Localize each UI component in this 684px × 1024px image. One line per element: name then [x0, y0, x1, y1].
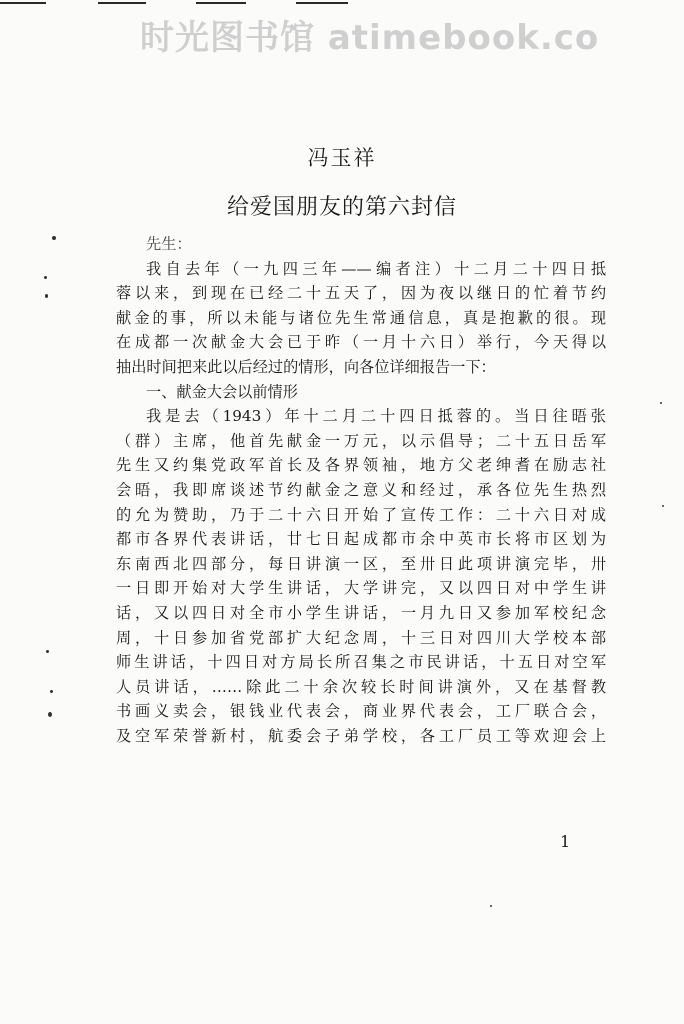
letter-body [116, 232, 606, 748]
scan-speck [50, 690, 53, 693]
top-edge-mark [0, 2, 46, 4]
top-edge-mark [296, 2, 348, 4]
paragraph-line: 献金的事，所以未能与诸位先生常通信息，真是抱歉的很。现 [116, 308, 606, 327]
paragraph-line: 周，十日参加省党部扩大纪念周，十三日对四川大学校本部 [116, 628, 606, 647]
letter-title: 给爱国朋友的第六封信 [226, 195, 457, 220]
scan-speck [662, 505, 664, 507]
paragraph-line: 师生讲话，十四日对方局长所召集之市民讲话，十五日对空军 [116, 653, 606, 672]
author-name: 冯玉祥 [307, 146, 377, 170]
paragraph-line: 书画义卖会，银钱业代表会，商业界代表会，工厂联合会， [116, 702, 606, 721]
paragraph-line: 及空军荣誉新村，航委会子弟学校，各工厂员工等欢迎会上 [116, 726, 606, 745]
scan-speck [52, 236, 56, 240]
salutation: 先生： [146, 235, 192, 253]
scan-speck [46, 650, 49, 653]
scan-speck [45, 294, 48, 298]
paragraph-line: 蓉以来，到现在已经二十五天了，因为夜以继日的忙着节约 [116, 284, 606, 303]
top-edge-mark [196, 2, 246, 4]
paragraph-line: 都市各界代表讲话，廿七日起成都市余中英市长将市区划为 [116, 530, 606, 549]
paragraph-line: 一日即开始对大学生讲话，大学讲完，又以四日对中学生讲 [116, 579, 606, 598]
paragraph-line: 人员讲话，……除此二十余次较长时间讲演外，又在基督教 [116, 677, 606, 696]
paragraph-line: 东南西北四部分，每日讲演一区，至卅日此项讲演完毕，卅 [116, 554, 606, 573]
paragraph-line: 我自去年（一九四三年——编者注）十二月二十四日抵 [146, 259, 606, 278]
paragraph-line: 的允为赞助，乃于二十六日开始了宣传工作：二十六日对成 [116, 505, 606, 524]
paragraph-line: 会晤，我即席谈述节约献金之意义和经过，承各位先生热烈 [116, 480, 606, 499]
paragraph-line: 我是去（1943）年十二月二十四日抵蓉的。当日往晤张 [146, 407, 606, 426]
scan-speck [48, 712, 52, 717]
page-number: 1 [560, 832, 571, 851]
paragraph-line: 在成都一次献金大会已于昨（一月十六日）举行，今天得以 [116, 333, 606, 352]
watermark: 时光图书馆 atimebook.co [140, 18, 600, 58]
scan-speck [660, 402, 662, 404]
paragraph-line: 先生又约集党政军首长及各界领袖，地方父老绅耆在励志社 [116, 456, 606, 475]
paragraph-line: （群）主席，他首先献金一万元，以示倡导；二十五日岳军 [116, 431, 606, 450]
scan-speck [44, 276, 47, 279]
paragraph-line: 抽出时间把来此以后经过的情形，向各位详细报告一下： [116, 357, 496, 376]
top-edge-mark [98, 2, 146, 4]
paragraph-line: 话，又以四日对全市小学生讲话，一月九日又参加军校纪念 [116, 603, 606, 622]
scan-speck [490, 905, 492, 907]
section-heading: 一、献金大会以前情形 [146, 382, 298, 401]
